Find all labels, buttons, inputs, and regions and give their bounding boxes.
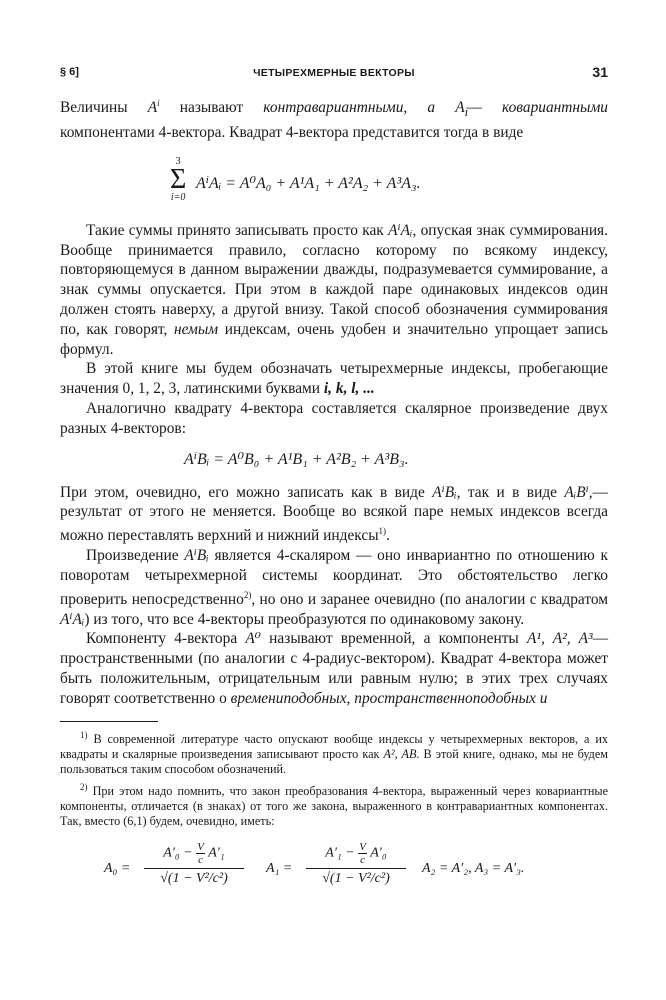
paragraph-1: Величины $A^i$ называют контравариантными, а $A_i—$ ковариантными компонентами 4-вектора. Квадрат 4-вектора представится тогда в виде (60, 98, 608, 141)
page-number: 31 (592, 64, 608, 80)
paragraph-3: В этой книге мы будем обозначать четырехмерные индексы, пробегающие значения 0, 1, 2, 3, латинскими буквами i, k, l, ... (60, 360, 608, 398)
paragraph-6: Произведение AⁱBᵢ является 4-скаляром — оно инвариантно по отношению к поворотам четырехмерной системы координат. Это обстоятельство легко проверить непосредственно$^{2)}$, но оно и заранее очевидно (по аналогии с квадратом AⁱAᵢ) из того, что все 4-векторы преобразуются по одинаковому закону. (60, 547, 608, 628)
formula-square: 3 Σ i=0 AⁱAᵢ = A⁰A₀ + A¹A₁ + A²A₂ + A³A₃. (170, 155, 421, 203)
paragraph-4: Аналогично квадрату 4-вектора составляется скалярное произведение двух разных 4-векторов: (60, 399, 608, 437)
footnote-divider (60, 721, 158, 722)
formula-scalar-product: AⁱBᵢ = A⁰B₀ + A¹B₁ + A²B₂ + A³B₃. (184, 450, 409, 468)
section-number: § 6] (60, 66, 79, 78)
footnote-2: $^{2)}$ При этом надо помнить, что закон преобразования 4-вектора, выраженный через ковариантные компоненты, отличается (в знаках) от того же закона, выраженного в контравариантных компонентах. Так, вместо (6,1) будем, очевидно, иметь: (60, 781, 608, 828)
paragraph-2: Такие суммы принято записывать просто как AⁱAᵢ, опуская знак суммирования. Вообще принимается правило, согласно которому по всякому индексу, повторяющемуся в данном выражении дважды, подразумевается суммирование, а знак суммы опускается. При этом в каждой паре одинаковых индексов один должен стоять наверху, а другой внизу. Такой способ обозначения суммирования по, как говорят, немым индексам, очень удобен и значительно упрощает запись формул. (60, 221, 608, 358)
running-header (60, 62, 608, 84)
footnote-1: $^{1)}$ В современной литературе часто опускают вообще индексы у четырехмерных векторов, а их квадраты и скалярные произведения записывают просто как A², AB. В этой книге, однако, мы не будем пользоваться таким способом обозначений. (60, 729, 609, 776)
paragraph-5: При этом, очевидно, его можно записать как в виде AⁱBᵢ, так и в виде AᵢBⁱ,— результат от этого не меняется. Вообще во всякой паре немых индексов всегда можно переставлять верхний и нижний индексы$^{1)}$. (60, 483, 608, 545)
formula-lorentz-covariant: A₀ = A′₀ − $\frac{V}{c}$ A′₁ √(1 − V²/c²) A₁ = A′₁ − $\frac{V}{c}$ A′₀ √(1 − V²/c²) A₂ = A′₂, A₃ = A′₃. (104, 840, 525, 886)
book-page (60, 62, 608, 927)
paragraph-7: Компоненту 4-вектора A⁰ называют временной, а компоненты A¹, A², A³— пространственными (по аналогии с 4-радиус-вектором). Квадрат 4-вектора может быть положительным, отрицательным или равным нулю; в этих трех случаях говорят соответственно о времениподобных, пространственноподобных и (60, 630, 608, 707)
chapter-title: ЧЕТЫРЕХМЕРНЫЕ ВЕКТОРЫ (253, 67, 415, 79)
